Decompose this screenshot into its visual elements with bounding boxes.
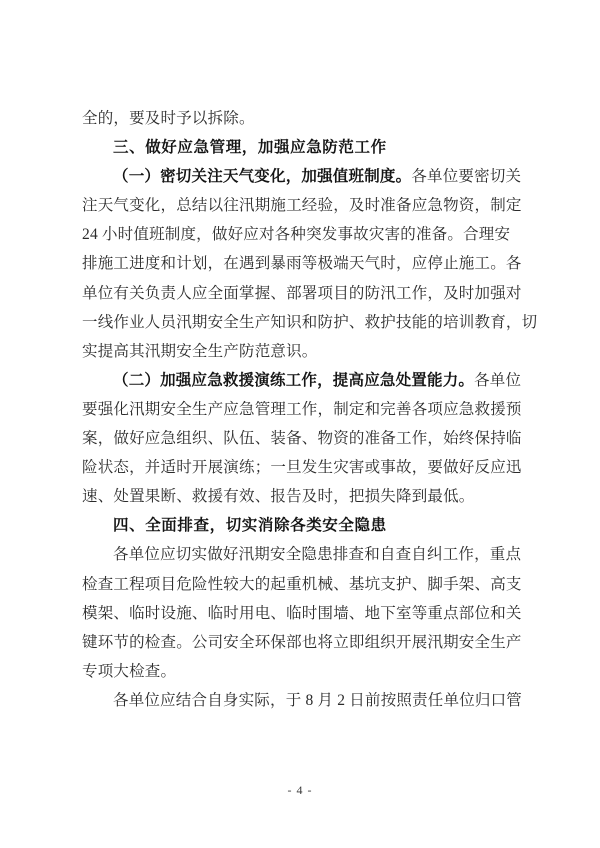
text-segment: 各单位应结合自身实际，于 8 月 2 日前按照责任单位归口管 <box>113 691 523 709</box>
text-segment: 一线作业人员汛期安全生产知识和防护、救护技能的培训教育，切 <box>82 313 538 331</box>
text-segment: 专项大检查。 <box>82 662 177 680</box>
text-line <box>82 686 523 715</box>
emphasized-text-segment: （二）加强应急救援演练工作，提高应急处置能力。 <box>113 371 475 389</box>
text-line <box>82 249 520 278</box>
page-number: - 4 - <box>287 783 313 797</box>
text-segment: 要强化汛期安全生产应急管理工作，制定和完善各项应急救援预 <box>82 400 522 418</box>
section-heading <box>82 511 520 540</box>
emphasized-text-segment: 四、全面排查，切实消除各类安全隐患 <box>113 517 387 535</box>
text-segment: 案，做好应急组织、队伍、装备、物资的准备工作，始终保持临 <box>82 430 522 448</box>
section-heading <box>82 133 520 162</box>
text-line <box>82 220 520 249</box>
text-line <box>82 279 520 308</box>
text-line <box>82 453 520 482</box>
text-line <box>82 366 520 395</box>
text-line <box>82 395 520 424</box>
text-segment: 各单位应切实做好汛期安全隐患排查和自查自纠工作，重点 <box>113 546 522 564</box>
emphasized-text-segment: （一）密切关注天气变化，加强值班制度。 <box>113 168 412 186</box>
text-line <box>82 540 520 569</box>
emphasized-text-segment: 三、做好应急管理，加强应急防范工作 <box>113 139 387 157</box>
text-line <box>82 599 520 628</box>
text-segment: 险状态，并适时开展演练；一旦发生灾害或事故，要做好反应迅 <box>82 459 522 477</box>
text-segment: 检查工程项目危险性较大的起重机械、基坑支护、脚手架、高支 <box>82 575 522 593</box>
text-segment: 24 小时值班制度，做好应对各种突发事故灾害的准备。合理安 <box>82 226 511 244</box>
text-line <box>82 424 520 453</box>
text-segment: 全的，要及时予以拆除。 <box>82 110 255 127</box>
text-segment: 速、处置果断、救援有效、报告及时，把损失降到最低。 <box>82 488 475 506</box>
text-segment: 各单位 <box>474 371 522 389</box>
text-line <box>82 308 538 337</box>
text-line <box>82 628 520 657</box>
text-segment: 排施工进度和计划，在遇到暴雨等极端天气时，应停止施工。各 <box>82 255 522 273</box>
text-segment: 单位有关负责人应全面掌握、部署项目的防汛工作，及时加强对 <box>82 284 522 302</box>
document-body <box>82 104 538 715</box>
text-line <box>82 570 520 599</box>
text-line <box>82 191 520 220</box>
text-segment: 各单位要密切关 <box>411 168 522 186</box>
text-line <box>82 104 520 133</box>
text-segment: 实提高其汛期安全生产防范意识。 <box>82 342 318 360</box>
text-line <box>82 482 520 511</box>
text-segment: 键环节的检查。公司安全环保部也将立即组织开展汛期安全生产 <box>82 633 522 651</box>
text-segment: 模架、临时设施、临时用电、临时围墙、地下室等重点部位和关 <box>82 604 522 622</box>
text-line <box>82 337 520 366</box>
text-line <box>82 657 520 686</box>
text-line <box>82 162 520 191</box>
text-segment: 注天气变化，总结以往汛期施工经验，及时准备应急物资，制定 <box>82 197 522 215</box>
